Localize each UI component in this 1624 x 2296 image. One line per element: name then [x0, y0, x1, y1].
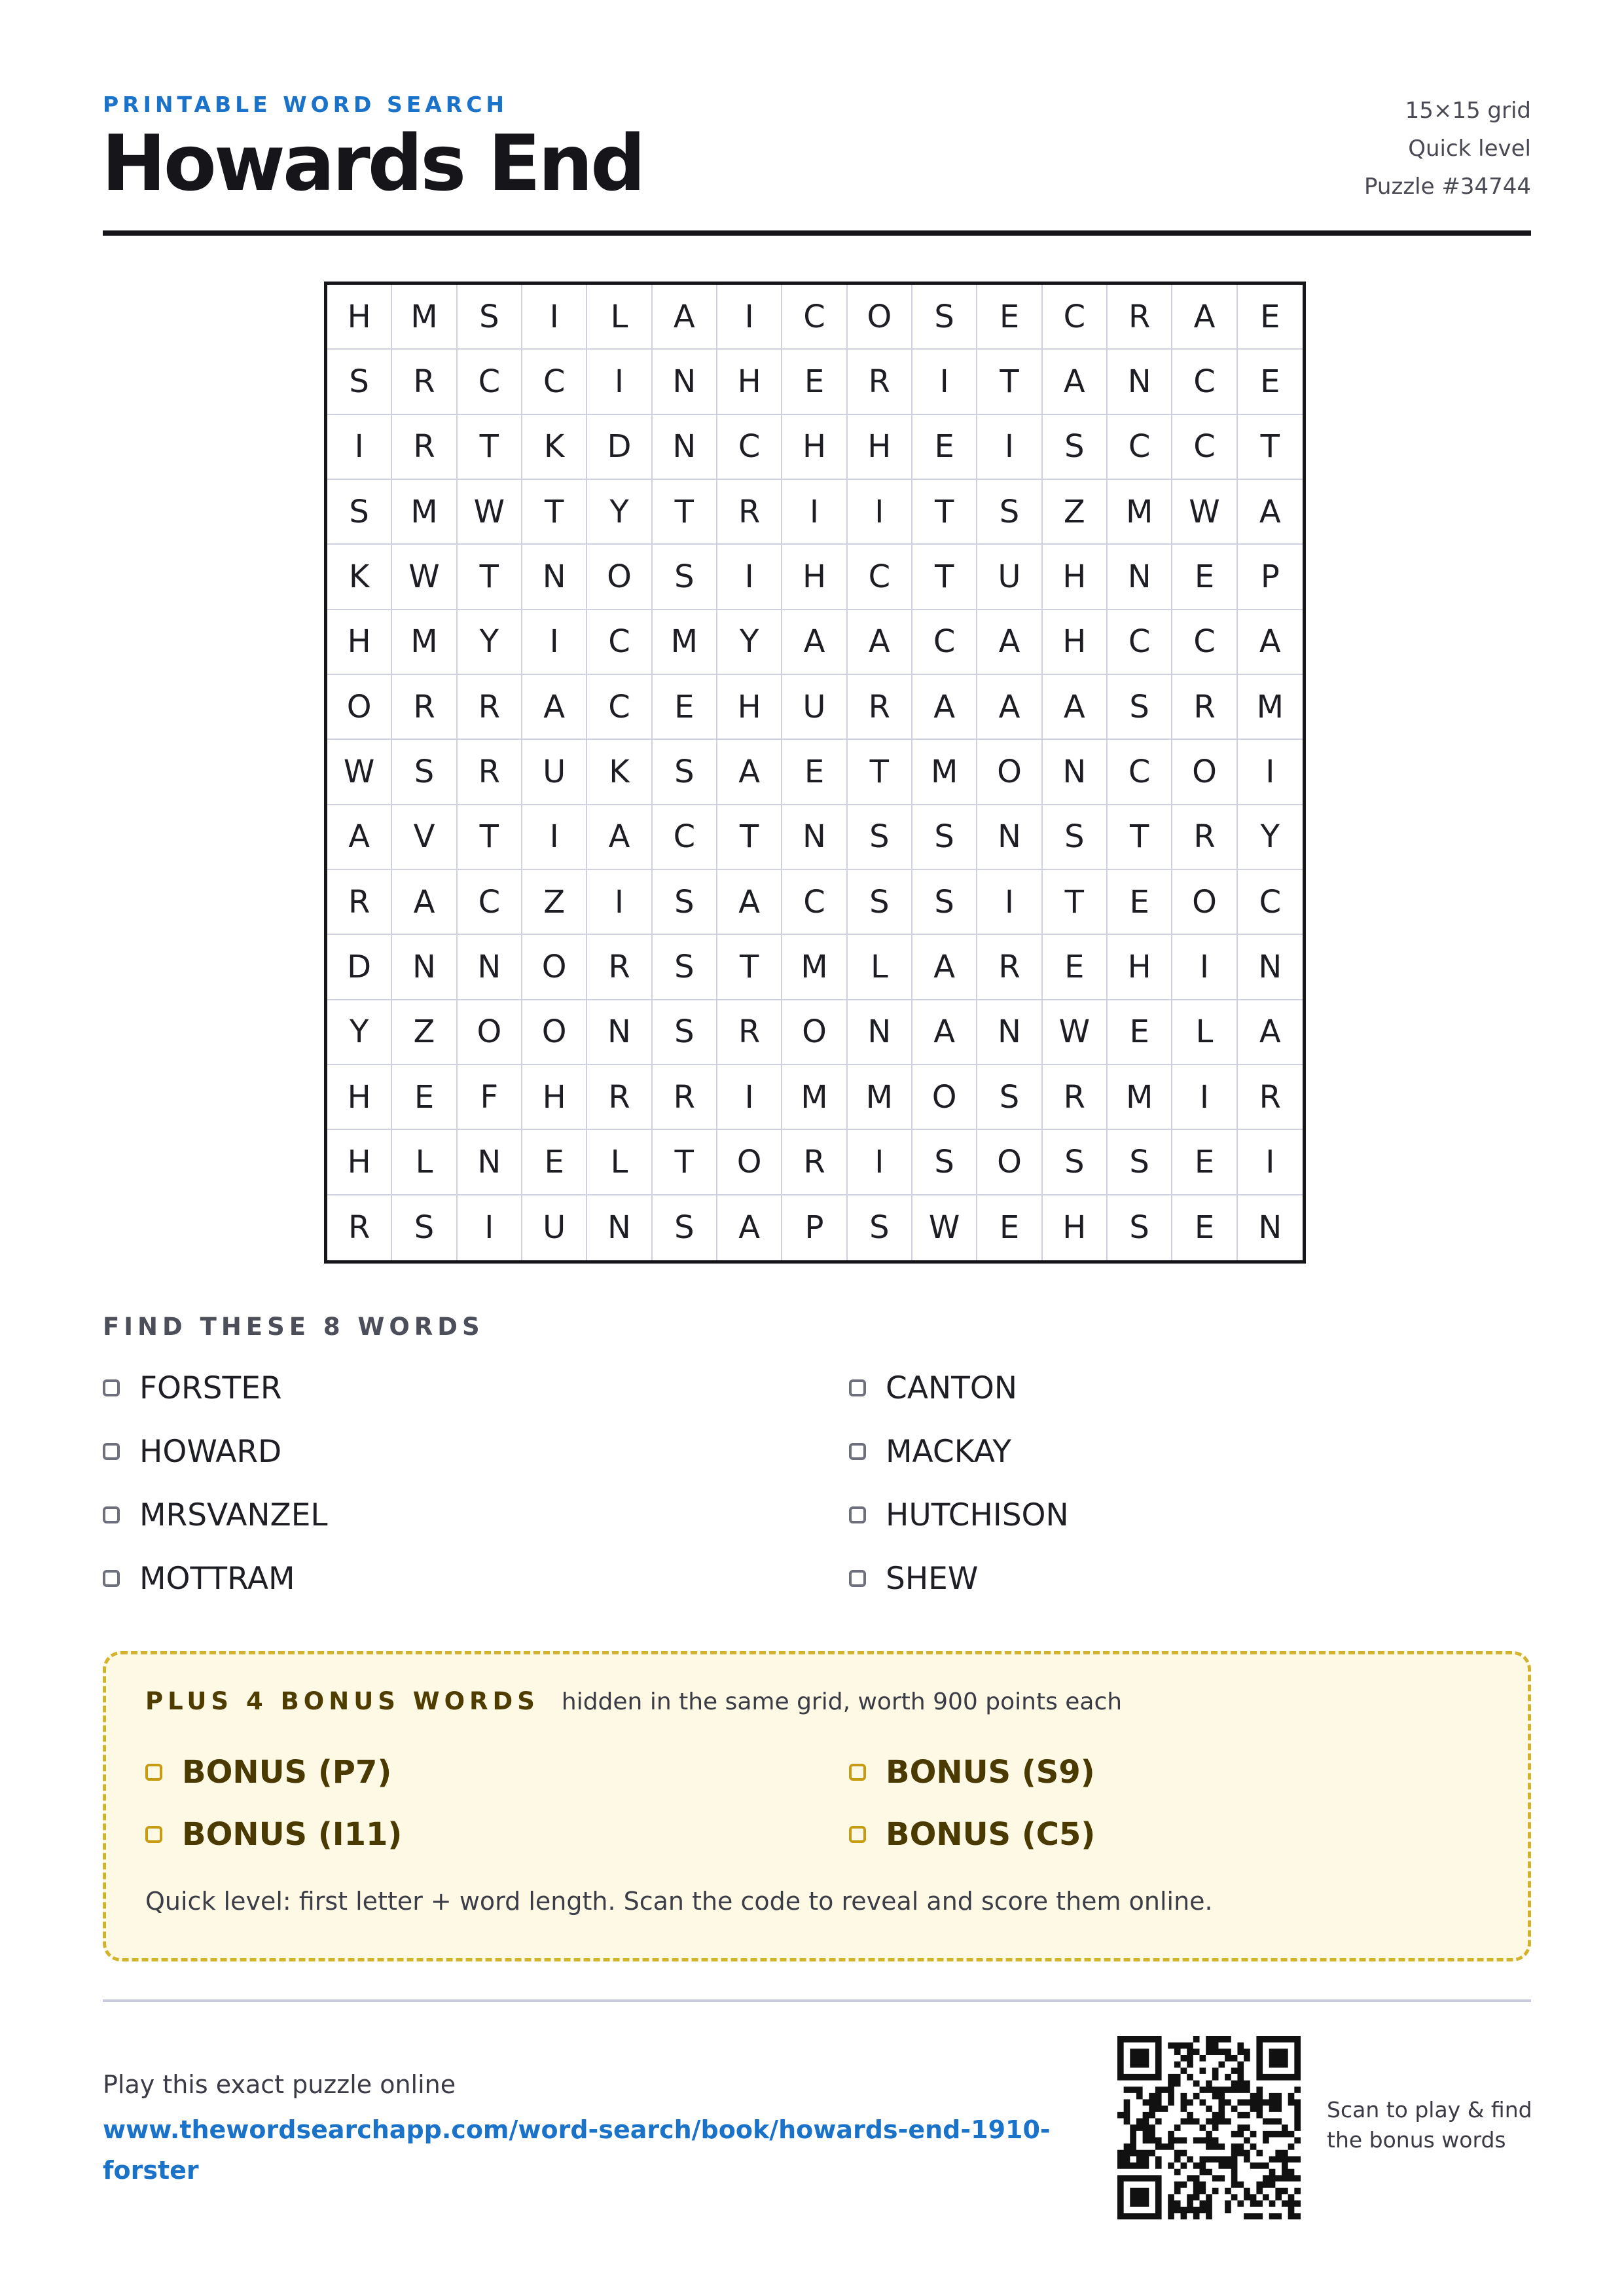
grid-cell[interactable]: T [1108, 805, 1172, 870]
grid-cell[interactable]: C [1172, 415, 1237, 480]
grid-cell[interactable]: R [1172, 675, 1237, 740]
grid-cell[interactable]: C [522, 350, 587, 414]
grid-cell[interactable]: S [848, 1195, 912, 1260]
grid-cell[interactable]: A [977, 610, 1042, 675]
grid-cell[interactable]: I [912, 350, 977, 414]
grid-cell[interactable]: P [782, 1195, 847, 1260]
scan-instructions: Scan to play & find the bonus words [1327, 2097, 1532, 2153]
grid-cell[interactable]: R [392, 675, 457, 740]
grid-cell[interactable]: N [522, 545, 587, 610]
grid-cell[interactable]: A [782, 610, 847, 675]
grid-cell[interactable]: R [587, 935, 652, 1000]
grid-cell[interactable]: C [587, 610, 652, 675]
grid-cell[interactable]: N [848, 1000, 912, 1065]
grid-cell[interactable]: T [522, 480, 587, 545]
grid-cell[interactable]: N [653, 415, 717, 480]
grid-cell[interactable]: S [977, 480, 1042, 545]
kicker-label: PRINTABLE WORD SEARCH [103, 92, 509, 117]
bonus-word-label: BONUS (P7) [182, 1754, 392, 1791]
grid-cell[interactable]: W [912, 1195, 977, 1260]
grid-cell[interactable]: O [522, 935, 587, 1000]
grid-cell[interactable]: R [1108, 285, 1172, 350]
grid-cell[interactable]: E [1172, 1130, 1237, 1195]
grid-cell[interactable]: H [327, 285, 392, 350]
bonus-subtitle: hidden in the same grid, worth 900 points each [561, 1688, 1123, 1715]
word-item[interactable] [849, 1556, 978, 1601]
word-list [103, 1365, 1531, 1627]
checkbox-icon[interactable] [849, 1506, 866, 1523]
checkbox-icon[interactable] [145, 1826, 162, 1843]
grid-cell[interactable]: R [458, 675, 522, 740]
grid-cell[interactable]: P [1238, 545, 1303, 610]
word-list-heading: FIND THESE 8 WORDS [103, 1313, 484, 1341]
grid-cell[interactable]: Z [522, 870, 587, 935]
grid-cell[interactable]: R [458, 740, 522, 805]
grid-cell[interactable]: I [1172, 1065, 1237, 1130]
grid-cell[interactable]: E [1043, 935, 1108, 1000]
grid-cell[interactable]: T [717, 805, 782, 870]
grid-cell[interactable]: N [458, 935, 522, 1000]
grid-cell[interactable]: U [782, 675, 847, 740]
puzzle-id-label: Puzzle #34744 [1364, 173, 1531, 200]
grid-cell[interactable]: O [977, 740, 1042, 805]
grid-cell[interactable]: S [392, 740, 457, 805]
grid-cell[interactable]: A [392, 870, 457, 935]
grid-cell[interactable]: R [587, 1065, 652, 1130]
grid-cell[interactable]: A [1043, 350, 1108, 414]
grid-cell[interactable]: M [653, 610, 717, 675]
grid-cell[interactable]: W [458, 480, 522, 545]
grid-cell[interactable]: T [848, 740, 912, 805]
grid-cell[interactable]: S [912, 1130, 977, 1195]
grid-cell[interactable]: W [392, 545, 457, 610]
grid-cell[interactable]: E [782, 740, 847, 805]
grid-cell[interactable]: C [587, 675, 652, 740]
grid-cell[interactable]: I [587, 350, 652, 414]
grid-cell[interactable]: H [1043, 610, 1108, 675]
grid-cell[interactable]: S [327, 480, 392, 545]
grid-cell[interactable]: A [1238, 480, 1303, 545]
grid-cell[interactable]: S [912, 285, 977, 350]
grid-cell[interactable]: O [327, 675, 392, 740]
checkbox-icon[interactable] [103, 1506, 120, 1523]
grid-cell[interactable]: T [458, 545, 522, 610]
grid-cell[interactable]: I [1238, 740, 1303, 805]
grid-cell[interactable]: Y [327, 1000, 392, 1065]
grid-cell[interactable]: E [653, 675, 717, 740]
grid-cell[interactable]: R [327, 870, 392, 935]
grid-cell[interactable]: A [522, 675, 587, 740]
letter-grid [324, 282, 1306, 1264]
grid-cell[interactable]: I [717, 545, 782, 610]
grid-cell[interactable]: U [522, 740, 587, 805]
grid-cell[interactable]: R [1043, 1065, 1108, 1130]
grid-cell[interactable]: N [1108, 545, 1172, 610]
grid-cell[interactable]: T [912, 480, 977, 545]
grid-cell[interactable]: M [782, 935, 847, 1000]
grid-cell[interactable]: A [587, 805, 652, 870]
grid-cell[interactable]: H [522, 1065, 587, 1130]
bonus-word-item[interactable] [145, 1749, 391, 1795]
checkbox-icon[interactable] [849, 1764, 866, 1781]
grid-cell[interactable]: N [782, 805, 847, 870]
grid-cell[interactable]: S [1043, 805, 1108, 870]
bonus-word-label: BONUS (C5) [886, 1816, 1096, 1853]
grid-cell[interactable]: O [522, 1000, 587, 1065]
grid-cell[interactable]: I [848, 1130, 912, 1195]
grid-cell[interactable]: H [717, 350, 782, 414]
grid-cell[interactable]: C [1108, 740, 1172, 805]
word-item[interactable] [103, 1556, 295, 1601]
grid-cell[interactable]: N [587, 1195, 652, 1260]
word-item[interactable] [849, 1492, 1069, 1538]
grid-cell[interactable]: M [848, 1065, 912, 1130]
puzzle-meta [1364, 92, 1531, 206]
grid-cell[interactable]: Y [1238, 805, 1303, 870]
grid-cell[interactable]: W [327, 740, 392, 805]
grid-cell[interactable]: Y [458, 610, 522, 675]
grid-cell[interactable]: O [587, 545, 652, 610]
word-item[interactable] [849, 1365, 1017, 1411]
puzzle-link[interactable]: www.thewordsearchapp.com/word-search/book/howards-end-1910-forster [103, 2115, 1051, 2185]
grid-cell[interactable]: T [653, 480, 717, 545]
grid-cell[interactable]: R [653, 1065, 717, 1130]
checkbox-icon[interactable] [849, 1379, 866, 1396]
grid-cell[interactable]: W [1172, 480, 1237, 545]
grid-cell[interactable]: E [1108, 870, 1172, 935]
grid-cell[interactable]: H [1043, 1195, 1108, 1260]
grid-cell[interactable]: N [587, 1000, 652, 1065]
word-label: SHEW [886, 1560, 979, 1597]
header-divider [103, 230, 1531, 236]
grid-cell[interactable]: I [848, 480, 912, 545]
grid-cell[interactable]: K [522, 415, 587, 480]
grid-cell[interactable]: T [653, 1130, 717, 1195]
grid-cell[interactable]: N [392, 935, 457, 1000]
grid-cell[interactable]: R [392, 350, 457, 414]
grid-cell[interactable]: E [1238, 350, 1303, 414]
grid-cell[interactable]: C [1043, 285, 1108, 350]
grid-cell[interactable]: C [1108, 610, 1172, 675]
grid-cell[interactable]: R [327, 1195, 392, 1260]
grid-cell[interactable]: E [977, 1195, 1042, 1260]
grid-cell[interactable]: S [848, 870, 912, 935]
bonus-word-item[interactable] [849, 1812, 1095, 1857]
grid-cell[interactable]: C [458, 870, 522, 935]
grid-cell[interactable]: H [717, 675, 782, 740]
grid-cell[interactable]: I [717, 285, 782, 350]
grid-cell[interactable]: Z [1043, 480, 1108, 545]
grid-cell[interactable]: R [717, 480, 782, 545]
grid-cell[interactable]: A [1238, 1000, 1303, 1065]
grid-cell[interactable]: E [977, 285, 1042, 350]
grid-cell[interactable]: R [782, 1130, 847, 1195]
grid-cell[interactable]: I [1172, 935, 1237, 1000]
bonus-word-label: BONUS (S9) [886, 1754, 1095, 1791]
grid-cell[interactable]: H [327, 1130, 392, 1195]
grid-cell[interactable]: V [392, 805, 457, 870]
grid-cell[interactable]: O [1172, 740, 1237, 805]
grid-cell[interactable]: E [912, 415, 977, 480]
bonus-header [145, 1687, 1122, 1715]
grid-cell[interactable]: C [717, 415, 782, 480]
grid-cell[interactable]: S [458, 285, 522, 350]
word-label: CANTON [886, 1370, 1017, 1406]
grid-cell[interactable]: S [1108, 675, 1172, 740]
grid-cell[interactable]: S [653, 870, 717, 935]
grid-cell[interactable]: I [977, 415, 1042, 480]
grid-cell[interactable]: T [912, 545, 977, 610]
grid-cell[interactable]: I [522, 610, 587, 675]
play-online-text: Play this exact puzzle online [103, 2070, 456, 2099]
grid-cell[interactable]: R [977, 935, 1042, 1000]
word-item[interactable] [103, 1365, 282, 1411]
grid-cell[interactable]: E [1108, 1000, 1172, 1065]
footer-divider [103, 1999, 1531, 2002]
grid-cell[interactable]: E [782, 350, 847, 414]
word-label: MACKAY [886, 1433, 1011, 1470]
grid-cell[interactable]: N [458, 1130, 522, 1195]
grid-cell[interactable]: E [522, 1130, 587, 1195]
grid-cell[interactable]: S [653, 935, 717, 1000]
qr-modules [1117, 2036, 1301, 2219]
grid-cell[interactable]: S [327, 350, 392, 414]
grid-cell[interactable]: N [1238, 935, 1303, 1000]
grid-cell[interactable]: M [1238, 675, 1303, 740]
grid-cell[interactable]: R [1238, 1065, 1303, 1130]
grid-cell[interactable]: N [1108, 350, 1172, 414]
word-label: HOWARD [139, 1433, 282, 1470]
grid-cell[interactable]: H [327, 1065, 392, 1130]
grid-cell[interactable]: T [717, 935, 782, 1000]
checkbox-icon[interactable] [103, 1570, 120, 1587]
grid-cell[interactable]: M [1108, 480, 1172, 545]
grid-cell[interactable]: D [327, 935, 392, 1000]
grid-cell[interactable]: E [392, 1065, 457, 1130]
grid-cell[interactable]: O [782, 1000, 847, 1065]
grid-cell[interactable]: I [1238, 1130, 1303, 1195]
grid-cell[interactable]: H [782, 545, 847, 610]
grid-cell[interactable]: T [977, 350, 1042, 414]
word-item[interactable] [103, 1492, 328, 1538]
grid-cell[interactable]: A [912, 675, 977, 740]
grid-cell[interactable]: C [1172, 610, 1237, 675]
word-label: MRSVANZEL [139, 1497, 328, 1533]
grid-cell[interactable]: E [1238, 285, 1303, 350]
grid-cell[interactable]: I [717, 1065, 782, 1130]
grid-cell[interactable]: S [653, 740, 717, 805]
grid-cell[interactable]: A [977, 675, 1042, 740]
grid-cell[interactable]: L [392, 1130, 457, 1195]
grid-cell[interactable]: M [782, 1065, 847, 1130]
bonus-panel [103, 1651, 1531, 1961]
word-item[interactable] [103, 1429, 281, 1474]
bonus-word-label: BONUS (I11) [182, 1816, 403, 1853]
grid-cell[interactable]: D [587, 415, 652, 480]
grid-cell[interactable]: C [1108, 415, 1172, 480]
grid-cell[interactable]: S [653, 1000, 717, 1065]
grid-cell[interactable]: M [392, 610, 457, 675]
word-label: FORSTER [139, 1370, 282, 1406]
grid-cell[interactable]: A [912, 1000, 977, 1065]
grid-cell[interactable]: R [848, 675, 912, 740]
grid-cell[interactable]: A [717, 740, 782, 805]
grid-cell[interactable]: S [1108, 1130, 1172, 1195]
grid-cell[interactable]: A [848, 610, 912, 675]
grid-cell[interactable]: N [653, 350, 717, 414]
grid-cell[interactable]: U [522, 1195, 587, 1260]
grid-cell[interactable]: T [1043, 870, 1108, 935]
grid-cell[interactable]: K [587, 740, 652, 805]
grid-cell[interactable]: K [327, 545, 392, 610]
grid-cell[interactable]: I [522, 805, 587, 870]
grid-cell[interactable]: U [977, 545, 1042, 610]
grid-cell[interactable]: A [717, 1195, 782, 1260]
grid-cell[interactable]: S [1043, 1130, 1108, 1195]
grid-cell[interactable]: T [1238, 415, 1303, 480]
grid-cell[interactable]: C [782, 285, 847, 350]
grid-cell[interactable]: H [327, 610, 392, 675]
grid-cell[interactable]: A [717, 870, 782, 935]
checkbox-icon[interactable] [103, 1443, 120, 1460]
grid-cell[interactable]: S [1043, 415, 1108, 480]
grid-cell[interactable]: C [848, 545, 912, 610]
grid-cell[interactable]: A [912, 935, 977, 1000]
grid-cell[interactable]: R [848, 350, 912, 414]
bonus-note: Quick level: first letter + word length. Scan the code to reveal and score them online. [145, 1887, 1213, 1916]
grid-cell[interactable]: C [782, 870, 847, 935]
grid-cell[interactable]: I [977, 870, 1042, 935]
grid-cell[interactable]: H [782, 415, 847, 480]
grid-cell[interactable]: O [1172, 870, 1237, 935]
grid-cell[interactable]: M [912, 740, 977, 805]
qr-code[interactable] [1117, 2036, 1301, 2219]
grid-cell[interactable]: A [1043, 675, 1108, 740]
grid-cell[interactable]: Z [392, 1000, 457, 1065]
grid-cell[interactable]: T [458, 415, 522, 480]
checkbox-icon[interactable] [103, 1379, 120, 1396]
grid-cell[interactable]: L [848, 935, 912, 1000]
checkbox-icon[interactable] [849, 1443, 866, 1460]
level-label: Quick level [1408, 136, 1531, 162]
grid-cell[interactable]: I [782, 480, 847, 545]
grid-cell[interactable]: C [1172, 350, 1237, 414]
grid-cell[interactable]: S [912, 805, 977, 870]
grid-cell[interactable]: I [587, 870, 652, 935]
grid-cell[interactable]: M [392, 285, 457, 350]
grid-cell[interactable]: L [587, 285, 652, 350]
grid-cell[interactable]: W [1043, 1000, 1108, 1065]
grid-cell[interactable]: S [1108, 1195, 1172, 1260]
grid-cell[interactable]: O [458, 1000, 522, 1065]
grid-cell[interactable]: A [327, 805, 392, 870]
grid-cell[interactable]: S [392, 1195, 457, 1260]
grid-cell[interactable]: Y [717, 610, 782, 675]
grid-cell[interactable]: R [1172, 805, 1237, 870]
grid-cell[interactable]: S [653, 1195, 717, 1260]
grid-cell[interactable]: S [848, 805, 912, 870]
bonus-word-item[interactable] [849, 1749, 1095, 1795]
grid-cell[interactable]: O [848, 285, 912, 350]
grid-cell[interactable]: C [653, 805, 717, 870]
grid-cell[interactable]: I [522, 285, 587, 350]
checkbox-icon[interactable] [849, 1826, 866, 1843]
grid-cell[interactable]: E [1172, 545, 1237, 610]
word-item[interactable] [849, 1429, 1011, 1474]
grid-cell[interactable]: A [1172, 285, 1237, 350]
grid-cell[interactable]: F [458, 1065, 522, 1130]
grid-cell[interactable]: H [848, 415, 912, 480]
grid-cell[interactable]: O [717, 1130, 782, 1195]
grid-cell[interactable]: O [977, 1130, 1042, 1195]
grid-cell[interactable]: C [912, 610, 977, 675]
grid-cell[interactable]: I [458, 1195, 522, 1260]
bonus-title: PLUS 4 BONUS WORDS [145, 1687, 539, 1715]
grid-cell[interactable]: C [1238, 870, 1303, 935]
grid-cell[interactable]: N [977, 1000, 1042, 1065]
grid-cell[interactable]: A [1238, 610, 1303, 675]
checkbox-icon[interactable] [849, 1570, 866, 1587]
grid-cell[interactable]: R [717, 1000, 782, 1065]
grid-cell[interactable]: T [458, 805, 522, 870]
grid-cell[interactable]: H [1043, 545, 1108, 610]
word-label: HUTCHISON [886, 1497, 1069, 1533]
grid-cell[interactable]: L [1172, 1000, 1237, 1065]
grid-cell[interactable]: M [1108, 1065, 1172, 1130]
grid-cell[interactable]: E [1172, 1195, 1237, 1260]
grid-cell[interactable]: H [1108, 935, 1172, 1000]
grid-cell[interactable]: S [912, 870, 977, 935]
grid-cell[interactable]: S [653, 545, 717, 610]
grid-cell[interactable]: A [653, 285, 717, 350]
page-title: Howards End [101, 118, 643, 208]
grid-cell[interactable]: N [1258, 1209, 1282, 1247]
grid-size-label: 15×15 grid [1405, 98, 1531, 124]
grid-cell[interactable]: S [977, 1065, 1042, 1130]
grid-cell[interactable]: I [327, 415, 392, 480]
grid-cell[interactable]: M [392, 480, 457, 545]
checkbox-icon[interactable] [145, 1764, 162, 1781]
bonus-word-item[interactable] [145, 1812, 402, 1857]
grid-cell[interactable]: L [587, 1130, 652, 1195]
grid-cell[interactable]: O [912, 1065, 977, 1130]
grid-cell[interactable]: N [977, 805, 1042, 870]
grid-cell[interactable]: N [1043, 740, 1108, 805]
grid-cell[interactable]: Y [587, 480, 652, 545]
word-label: MOTTRAM [139, 1560, 295, 1597]
grid-cell[interactable]: C [458, 350, 522, 414]
grid-cell[interactable]: R [392, 415, 457, 480]
